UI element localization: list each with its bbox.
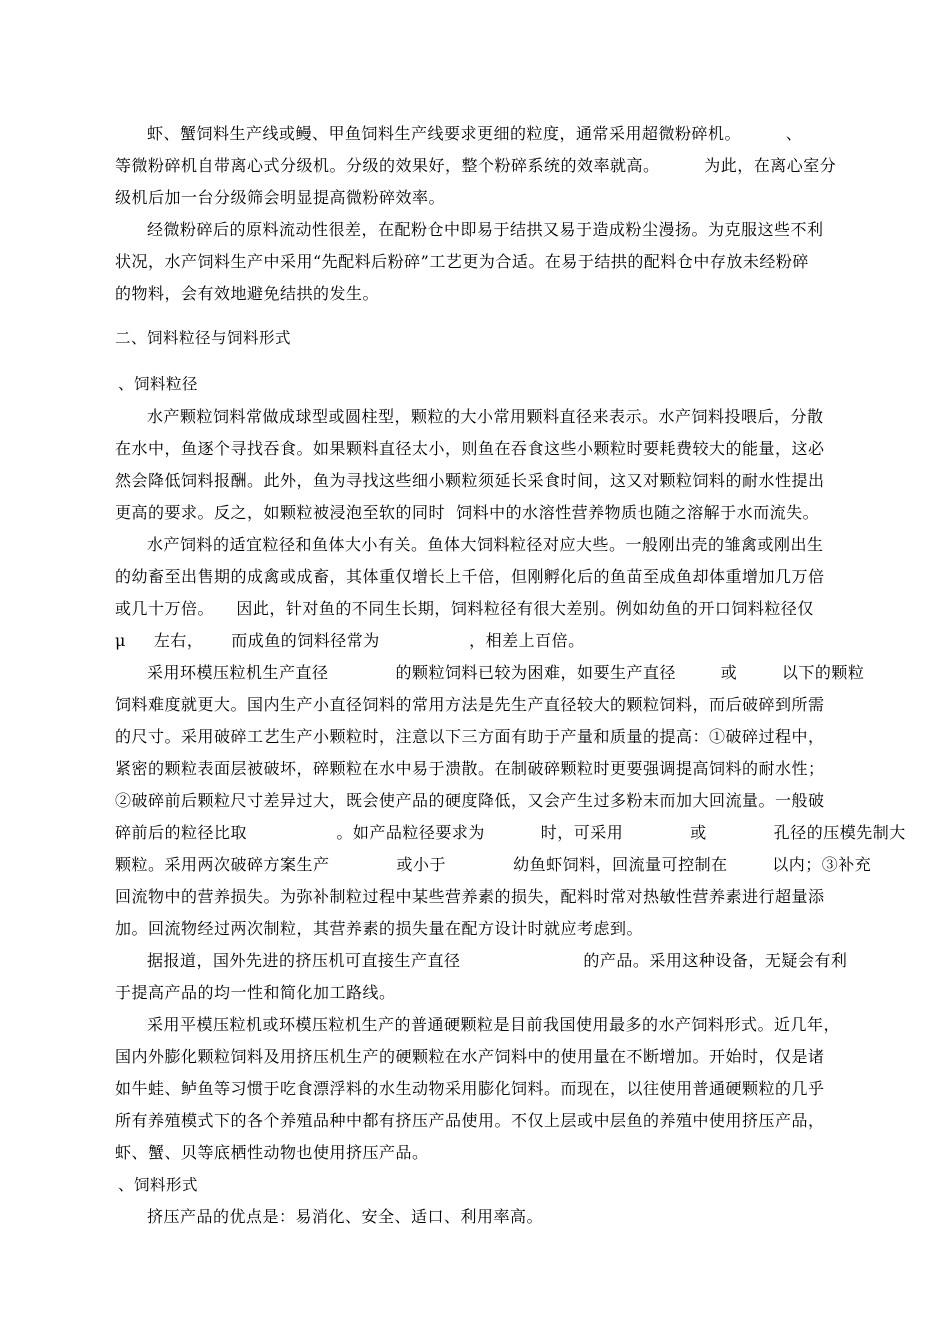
text-line: 虾、蟹饲料生产线或鳗、甲鱼饲料生产线要求更细的粒度，通常采用超微粉碎机。 、 <box>147 124 803 143</box>
text-line: 在水中，鱼逐个寻找吞食。如果颗料直径太小，则鱼在吞食这些小颗粒时要耗费较大的能量，这必 <box>115 439 825 458</box>
text-line: 采用环模压粒机生产直径 的颗粒饲料已较为困难，如要生产直径 或 以下的颗粒 <box>147 663 865 682</box>
text-line: 等微粉碎机自带离心式分级机。分级的效果好，整个粉碎系统的效率就高。 为此，在离心室分 <box>115 156 837 175</box>
text-line: 饲料难度就更大。国内生产小直径饲料的常用方法是先生产直径较大的颗粒饲料，而后破碎到所需 <box>115 695 825 714</box>
text-line: 紧密的颗粒表面层被破坏，碎颗粒在水中易于溃散。在制破碎颗粒时更要强调提高饲料的耐水性； <box>115 759 825 778</box>
text-line: 回流物中的营养损失。为弥补制粒过程中某些营养素的损失，配料时常对热敏性营养素进行超量添 <box>115 887 825 906</box>
text-line: 于提高产品的均一性和简化加工路线。 <box>115 983 396 1002</box>
subsection-heading: 、饲料形式 <box>118 1176 199 1194</box>
text-line: 据报道，国外先进的挤压机可直接生产直径 的产品。采用这种设备，无疑会有利 <box>147 951 848 970</box>
section-heading: 二、饲料粒径与饲料形式 <box>115 329 292 347</box>
text-line: 经微粉碎后的原料流动性很差，在配粉仓中即易于结拱又易于造成粉尘漫扬。为克服这些不利 <box>147 220 824 239</box>
text-line: 采用平模压粒机或环模压粒机生产的普通硬颗粒是目前我国使用最多的水产饲料形式。近几年， <box>147 1015 841 1034</box>
text-line: 水产颗粒饲料常做成球型或圆柱型，颗粒的大小常用颗料直径来表示。水产饲料投喂后，分散 <box>147 407 824 426</box>
text-line: ②破碎前后颗粒尺寸差异过大，既会使产品的硬度降低，又会产生过多粉末而加大回流量。一般破 <box>115 791 825 810</box>
text-line: 颗粒。采用两次破碎方案生产 或小于 幼鱼虾饲料，回流量可控制在 以内；③补充 <box>115 855 872 874</box>
text-line: 虾、蟹、贝等底栖性动物也使用挤压产品。 <box>115 1143 429 1162</box>
text-line: 状况，水产饲料生产中采用“先配料后粉碎”工艺更为合适。在易于结拱的配料仓中存放未经粉碎 <box>115 252 809 271</box>
text-line: 加。回流物经过两次制粒，其营养素的损失量在配方设计时就应考虑到。 <box>115 919 644 938</box>
text-line: 碎前后的粒径比取 。如产品粒径要求为 时，可采用 或 孔径的压模先制大 <box>115 823 906 842</box>
text-line: 的幼畜至出售期的成禽或成畜，其体重仅增长上千倍，但刚孵化后的鱼苗至成鱼却体重增加几万倍 <box>115 567 825 586</box>
text-line: 所有养殖模式下的各个养殖品种中都有挤压产品使用。不仅上层或中层鱼的养殖中使用挤压产品， <box>115 1111 825 1130</box>
text-line: μ 左右， 而成鱼的饲料径常为 ，相差上百倍。 <box>115 631 585 650</box>
text-line: 如牛蛙、鲈鱼等习惯于吃食漂浮料的水生动物采用膨化饲料。而现在，以往使用普通硬颗粒的几乎 <box>115 1079 825 1098</box>
text-line: 水产饲料的适宜粒径和鱼体大小有关。鱼体大饲料粒径对应大些。一般刚出壳的雏禽或刚出生 <box>147 535 824 554</box>
text-line: 国内外膨化颗粒饲料及用挤压机生产的硬颗粒在水产饲料中的使用量在不断增加。开始时，仅是诸 <box>115 1047 825 1066</box>
text-line: 或几十万倍。 因此，针对鱼的不同生长期，饲料粒径有很大差别。例如幼鱼的开口饲料粒径仅 <box>115 599 814 618</box>
subsection-heading: 、饲料粒径 <box>118 375 199 393</box>
text-line: 的物料，会有效地避免结拱的发生。 <box>115 284 380 303</box>
text-line: 挤压产品的优点是：易消化、安全、适口、利用率高。 <box>147 1207 544 1226</box>
text-line: 的尺寸。采用破碎工艺生产小颗粒时，注意以下三方面有助于产量和质量的提高：①破碎过程中， <box>115 727 825 746</box>
text-line: 然会降低饲料报酬。此外，鱼为寻找这些细小颗粒须延长采食时间，这又对颗粒饲料的耐水性提出 <box>115 471 825 490</box>
text-line: 更高的要求。反之，如颗粒被浸泡至软的同时 饲料中的水溶性营养物质也随之溶解于水而流失。 <box>115 503 820 522</box>
text-line: 级机后加一台分级筛会明显提高微粉碎效率。 <box>115 188 446 207</box>
